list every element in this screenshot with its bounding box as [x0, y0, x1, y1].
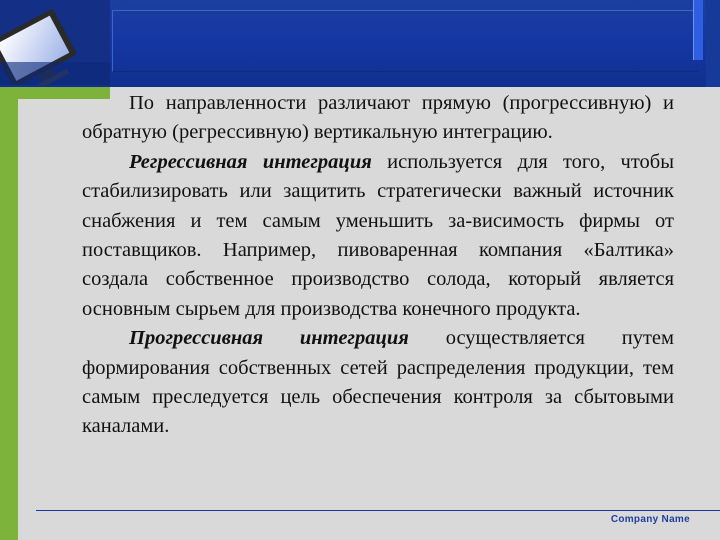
- header-accent-bar: [693, 0, 703, 60]
- company-name: Company Name: [610, 514, 690, 525]
- footer-divider: [36, 510, 720, 511]
- slide-body: [82, 89, 674, 442]
- term-regressive-integration: Регрессивная интеграция: [129, 150, 372, 173]
- term-progressive-integration: Прогрессивная интеграция: [129, 327, 409, 350]
- header-panel: [112, 10, 698, 72]
- paragraph-1-text: По направленности различают прямую (прогрессивную) и обратную (регрессивную) вертикальную интеграцию.: [82, 92, 674, 144]
- computer-monitor-icon: [0, 0, 110, 85]
- paragraph-2-text: используется для того, чтобы стабилизировать или защитить стратегически важный источник снабжения и тем самым уменьшить за-висимость фирмы от поставщиков. Например, пивоваренная компания «Балтика» создала собственное производство солода, который является основным сырьем для производства конечного продукта.: [82, 150, 674, 320]
- header-right-rail: [706, 0, 720, 87]
- paragraph-3-text: осуществляется путем формирования собственных сетей распределения продукции, тем самым преследуется цель обеспечения контроля за сбытовыми каналами.: [82, 327, 674, 438]
- paragraph-2: [82, 148, 674, 324]
- paragraph-1: [82, 89, 674, 148]
- accent-strip-left: [0, 87, 18, 540]
- paragraph-3: [82, 324, 674, 442]
